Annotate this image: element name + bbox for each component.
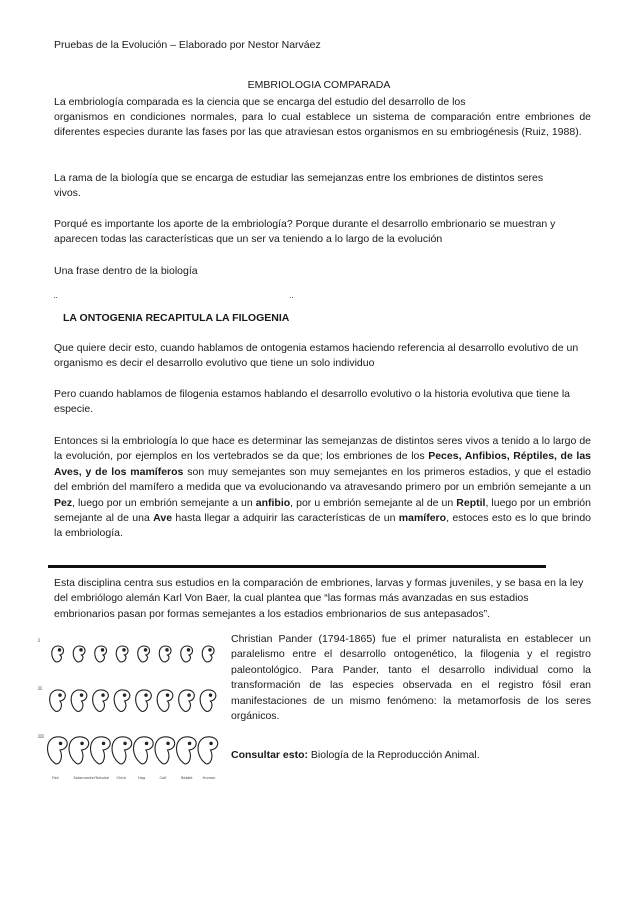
paragraph-importance: Porqué es importante los aporte de la embriología? Porque durante el desarrollo embrionario se muestran y aparecen todas las características que un ser va teniendo a lo largo de la evolución (54, 218, 556, 246)
paragraph-intro-line1: La embriología comparada es la ciencia que se encarga del estudio del desarrollo de los (54, 96, 466, 108)
embryo-eye (144, 649, 146, 651)
embryo-eye (101, 649, 103, 651)
embryo-drawing (116, 646, 128, 662)
embryo-eye (59, 694, 61, 696)
embryo-drawing (200, 690, 216, 712)
motto-quote-marks: ¨ ¨ (54, 296, 294, 307)
embryo-drawing (181, 646, 193, 662)
embryo-drawing (198, 737, 218, 764)
species-label: Salamander (73, 776, 96, 780)
embryo-drawing (159, 646, 171, 662)
section-divider (48, 565, 546, 568)
text-bold: mamífero (398, 512, 447, 525)
text-run: hasta llegar a adquirir las características de un (172, 512, 399, 525)
embryo-drawing (93, 690, 109, 712)
embryo-eye (166, 694, 168, 696)
species-label: Calf (159, 776, 167, 780)
species-label: Human (202, 776, 216, 780)
text-bold: Peces, Anfibios, Réptiles, de las Aves, y de los mamíferos (54, 450, 591, 478)
text-bold: anfibio (255, 496, 291, 509)
embryo-eye (123, 649, 125, 651)
embryo-drawing (52, 646, 64, 662)
embryo-drawing (138, 646, 150, 662)
embryo-drawing (202, 646, 214, 662)
text-run: , por u embrión semejante al de un (290, 496, 457, 509)
species-label: Tortoise (95, 776, 109, 780)
embryo-drawing (71, 690, 87, 712)
page-header: Pruebas de la Evolución – Elaborado por Nestor Narváez (54, 39, 321, 51)
paragraph-definition: La rama de la biología que se encarga de estudiar las semejanzas entre los embriones de distintos seres vivos. (54, 172, 544, 200)
embryo-drawing (91, 737, 111, 764)
paragraph-phrase-intro: Una frase dentro de la biología (54, 265, 198, 277)
embryo-drawing (157, 690, 173, 712)
embryo-eye (80, 649, 82, 651)
row-label-II: II (38, 686, 42, 692)
embryo-drawing (136, 690, 152, 712)
text-run: , luego por un embrión semejante a un (72, 496, 256, 509)
text-bold: Ave (153, 512, 173, 525)
embryo-eye (145, 694, 147, 696)
species-label: Chick (116, 776, 127, 780)
paragraph-von-baer: Esta disciplina centra sus estudios en la comparación de embriones, larvas y formas juveniles, y se basa en la ley del embriólogo alemán Karl Von Baer, la cual plantea que “las formas más avanzadas en sus estadios embrionarios pasan por formas semejantes a los estadios embrionarios de sus antepasados”. (54, 577, 584, 620)
embryo-eye (58, 649, 60, 651)
paragraph-consult (231, 748, 591, 763)
embryo-eye (188, 694, 190, 696)
embryo-drawing (177, 737, 197, 764)
text-run: , luego por un embrión semejante al de una (54, 496, 591, 525)
embryo-drawing (155, 737, 175, 764)
embryo-eye (80, 694, 82, 696)
embryo-eye (209, 694, 211, 696)
embryo-drawing (50, 690, 66, 712)
text-run: Entonces si la embriología lo que hace es determinar las semejanzas de distintos seres vivos a tenido a lo largo de la evolución, por ejemplos en los vertebrados se da que; los embriones de los (54, 435, 591, 463)
text-run: son muy semejantes son muy semejantes en los primeros estadios, y que el estadio del embrión del mamífero a medida que va evolucionando va atravesando primero por un embrión semejante a un (54, 465, 591, 494)
embryo-eye (209, 649, 211, 651)
embryo-eye (123, 694, 125, 696)
embryo-drawing (48, 737, 68, 764)
embryo-eye (167, 742, 169, 744)
paragraph-phylogeny: Pero cuando hablamos de filogenia estamos hablando el desarrollo evolutivo o la historia evolutiva que tiene la especie. (54, 388, 570, 416)
embryo-drawing (69, 737, 89, 764)
embryo-comparison-figure (36, 630, 226, 782)
row-label-III: III (38, 734, 44, 740)
embryo-eye (59, 742, 61, 744)
embryo-drawing (179, 690, 195, 712)
embryo-drawing (95, 646, 107, 662)
embryo-drawing (134, 737, 154, 764)
paragraph-ontogeny: Que quiere decir esto, cuando hablamos de ontogenia estamos haciendo referencia al desarrollo evolutivo de un organismo es decir el desarrollo evolutivo que tiene un solo individuo (54, 342, 579, 370)
embryo-eye (166, 649, 168, 651)
paragraph-intro: organismos en condiciones normales, para lo cual establece un sistema de comparación entre embriones de diferentes especies durante las fases por las que atraviesan estos organismos en su embriogénesis (Ruiz, 1988). (54, 111, 591, 139)
section-title: EMBRIOLOGIA COMPARADA (247, 79, 391, 91)
embryo-drawing (114, 690, 130, 712)
text-run: , estoces esto es lo que brindo la embriología. (54, 512, 592, 540)
consult-label: Consultar esto: (231, 749, 309, 761)
embryo-eye (81, 742, 83, 744)
embryo-eye (102, 694, 104, 696)
consult-text: Biología de la Reproducción Animal. (308, 749, 480, 761)
embryo-eye (145, 742, 147, 744)
embryo-eye (210, 742, 212, 744)
embryo-eye (124, 742, 126, 744)
species-label: Fish (52, 776, 59, 780)
motto-heading: LA ONTOGENIA RECAPITULA LA FILOGENIA (63, 312, 290, 324)
embryo-eye (102, 742, 104, 744)
paragraph-pander: Christian Pander (1794-1865) fue el primer naturalista en establecer un paralelismo entre el desarrollo ontogenético, la filogenia y el registro paleontológico. Para Pander, tanto el desarrollo individual como la transformación de las especies observada en el registro fósil eran manifestaciones de un mismo fenómeno: la metamorfosis de los seres orgánicos. (231, 633, 591, 723)
embryo-drawing (73, 646, 85, 662)
paragraph-vertebrates (54, 434, 591, 542)
embryo-drawing (112, 737, 132, 764)
embryo-eye (187, 649, 189, 651)
row-label-I: I (38, 638, 40, 644)
text-bold: Pez (54, 496, 73, 509)
species-label: Rabbit (181, 776, 193, 780)
species-label: Hog (138, 776, 146, 780)
text-bold: Reptil (456, 496, 486, 509)
embryo-eye (188, 742, 190, 744)
